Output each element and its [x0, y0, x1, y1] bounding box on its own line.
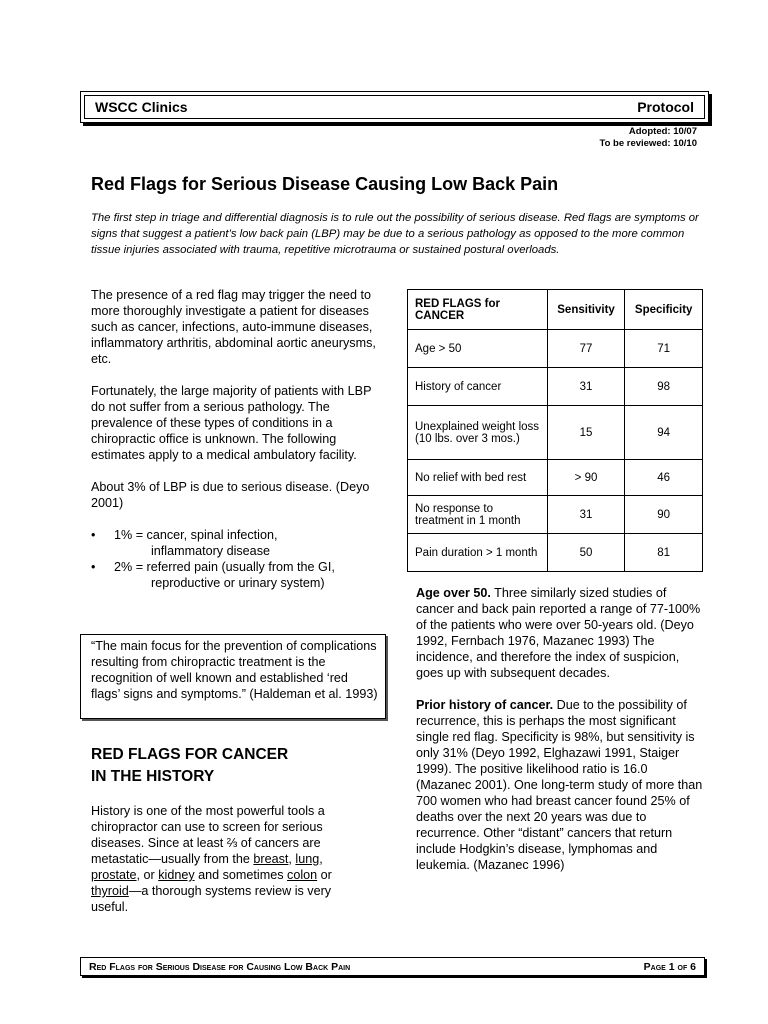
- cell-specificity: 94: [625, 406, 703, 460]
- col-header-flag: RED FLAGS for CANCER: [408, 290, 548, 330]
- table-row: [408, 534, 703, 572]
- quote-box: [80, 634, 386, 719]
- quote-text: “The main focus for the prevention of complications resulting from chiropractic treatment is the recognition of well known and established ‘red flags’ signs and symptoms.” (Haldeman et al. 1993): [91, 639, 378, 701]
- review-date: To be reviewed: 10/10: [599, 138, 697, 149]
- footer-box: [80, 957, 705, 976]
- link-colon[interactable]: colon: [287, 868, 318, 882]
- cell-specificity: 90: [625, 496, 703, 534]
- header-box: [80, 91, 709, 123]
- list-item: [91, 559, 381, 591]
- footer-title: Red Flags for Serious Disease for Causing Low Back Pain: [89, 960, 351, 973]
- link-breast[interactable]: breast: [253, 852, 289, 866]
- cell-sensitivity: 77: [547, 330, 625, 368]
- cell-specificity: 81: [625, 534, 703, 572]
- cell-flag: Pain duration > 1 month: [408, 534, 548, 572]
- history-sep: , or: [136, 868, 159, 882]
- paragraph-serious-disease: About 3% of LBP is due to serious disease. (Deyo 2001): [91, 480, 370, 510]
- history-sep: ,: [288, 852, 296, 866]
- page-number: Page 1 of 6: [643, 960, 696, 973]
- history-sep: ,: [319, 852, 323, 866]
- cell-flag: No response to treatment in 1 month: [408, 496, 548, 534]
- prior-body: Due to the possibility of recurrence, this is perhaps the most significant single red flag. Specificity is 98%, but sensitivity is only 31% (Deyo 1992, Elghazawi 1991, Staiger 1999). The positive likelihood ratio is 16.0 (Mazanec 2001). One long-term study of more than 700 women who had breast cancer found 25% of deaths over the next 20 years was due to recurrence. Other “distant” cancers that return include Hodgkin’s disease, lymphomas and leukemia. (Mazanec 1996): [416, 698, 703, 872]
- age-body: Three similarly sized studies of cancer and back pain reported a range of 77-100% of the patients who were over 50-years old. (Deyo 1992, Fernbach 1976, Mazanec 1993) The incidence, and therefore the index of suspicion, goes up with subsequent decades.: [416, 586, 701, 680]
- cell-specificity: 46: [625, 460, 703, 496]
- right-column: [416, 585, 706, 889]
- page-title: Red Flags for Serious Disease Causing Low Back Pain: [91, 174, 559, 194]
- table-row: [408, 406, 703, 460]
- cell-flag: History of cancer: [408, 368, 548, 406]
- cell-flag: No relief with bed rest: [408, 460, 548, 496]
- link-prostate[interactable]: prostate: [91, 868, 137, 882]
- section-heading-line2: IN THE HISTORY: [91, 768, 215, 785]
- history-text-end: —a thorough systems review is very useful.: [91, 884, 332, 914]
- age-heading: Age over 50.: [416, 586, 491, 600]
- paragraph-prior-cancer: [416, 697, 706, 873]
- col-header-specificity: Specificity: [625, 290, 703, 330]
- bullet-text: 2% = referred pain (usually from the GI,: [114, 560, 335, 574]
- red-flags-table: [407, 289, 703, 572]
- cell-sensitivity: > 90: [547, 460, 625, 496]
- left-column: [91, 287, 381, 591]
- prior-heading: Prior history of cancer.: [416, 698, 554, 712]
- section-heading: [91, 744, 288, 788]
- bullet-text-cont: inflammatory disease: [151, 544, 270, 558]
- cell-specificity: 98: [625, 368, 703, 406]
- table-row: [408, 496, 703, 534]
- table-row: [408, 460, 703, 496]
- bullet-list: [91, 527, 381, 591]
- table-row: [408, 330, 703, 368]
- intro-paragraph: The first step in triage and differential diagnosis is to rule out the possibility of serious disease. Red flags are symptoms or signs that suggest a patient’s low back pain (LBP) may be due to a serious pathology as opposed to the more common tissue injuries associated with trauma, repetitive microtrauma or sustained postural overloads.: [91, 212, 699, 256]
- header-inner: [84, 95, 705, 119]
- table-header-row: [408, 290, 703, 330]
- cell-sensitivity: 31: [547, 368, 625, 406]
- col-header-sensitivity: Sensitivity: [547, 290, 625, 330]
- bullet-text: 1% = cancer, spinal infection,: [114, 528, 278, 542]
- paragraph-red-flag-trigger: The presence of a red flag may trigger the need to more thoroughly investigate a patient for diseases such as cancer, infections, auto-immune diseases, inflammatory arthritis, abdominal aortic aneurysms, etc.: [91, 288, 376, 366]
- history-text: History is one of the most powerful tools a chiropractor can use to screen for serious diseases. Since at least ⅔ of cancers are metastatic—usually from the: [91, 804, 325, 866]
- bullet-icon: •: [91, 528, 96, 542]
- link-lung[interactable]: lung: [295, 852, 320, 866]
- adoption-info: [599, 126, 697, 150]
- cell-flag: Age > 50: [408, 330, 548, 368]
- clinic-name: WSCC Clinics: [95, 99, 188, 115]
- cell-sensitivity: 50: [547, 534, 625, 572]
- bullet-icon: •: [91, 560, 96, 574]
- doc-type: Protocol: [637, 99, 694, 115]
- table-row: [408, 368, 703, 406]
- history-sep: and sometimes: [194, 868, 288, 882]
- section-heading-line1: RED FLAGS FOR CANCER: [91, 746, 289, 763]
- link-kidney[interactable]: kidney: [158, 868, 195, 882]
- cell-sensitivity: 15: [547, 406, 625, 460]
- bullet-text-cont: reproductive or urinary system): [151, 576, 325, 590]
- history-paragraph: [91, 803, 371, 915]
- paragraph-prevalence: Fortunately, the large majority of patients with LBP do not suffer from a serious pathology. The prevalence of these types of conditions in a chiropractic office is unknown. The following estimates apply to a medical ambulatory facility.: [91, 384, 372, 462]
- history-sep: or: [317, 868, 332, 882]
- adopted-date: Adopted: 10/07: [628, 126, 697, 137]
- paragraph-age: [416, 585, 706, 681]
- cell-sensitivity: 31: [547, 496, 625, 534]
- link-thyroid[interactable]: thyroid: [91, 884, 129, 898]
- cell-specificity: 71: [625, 330, 703, 368]
- list-item: [91, 527, 381, 559]
- cell-flag: Unexplained weight loss (10 lbs. over 3 mos.): [408, 406, 548, 460]
